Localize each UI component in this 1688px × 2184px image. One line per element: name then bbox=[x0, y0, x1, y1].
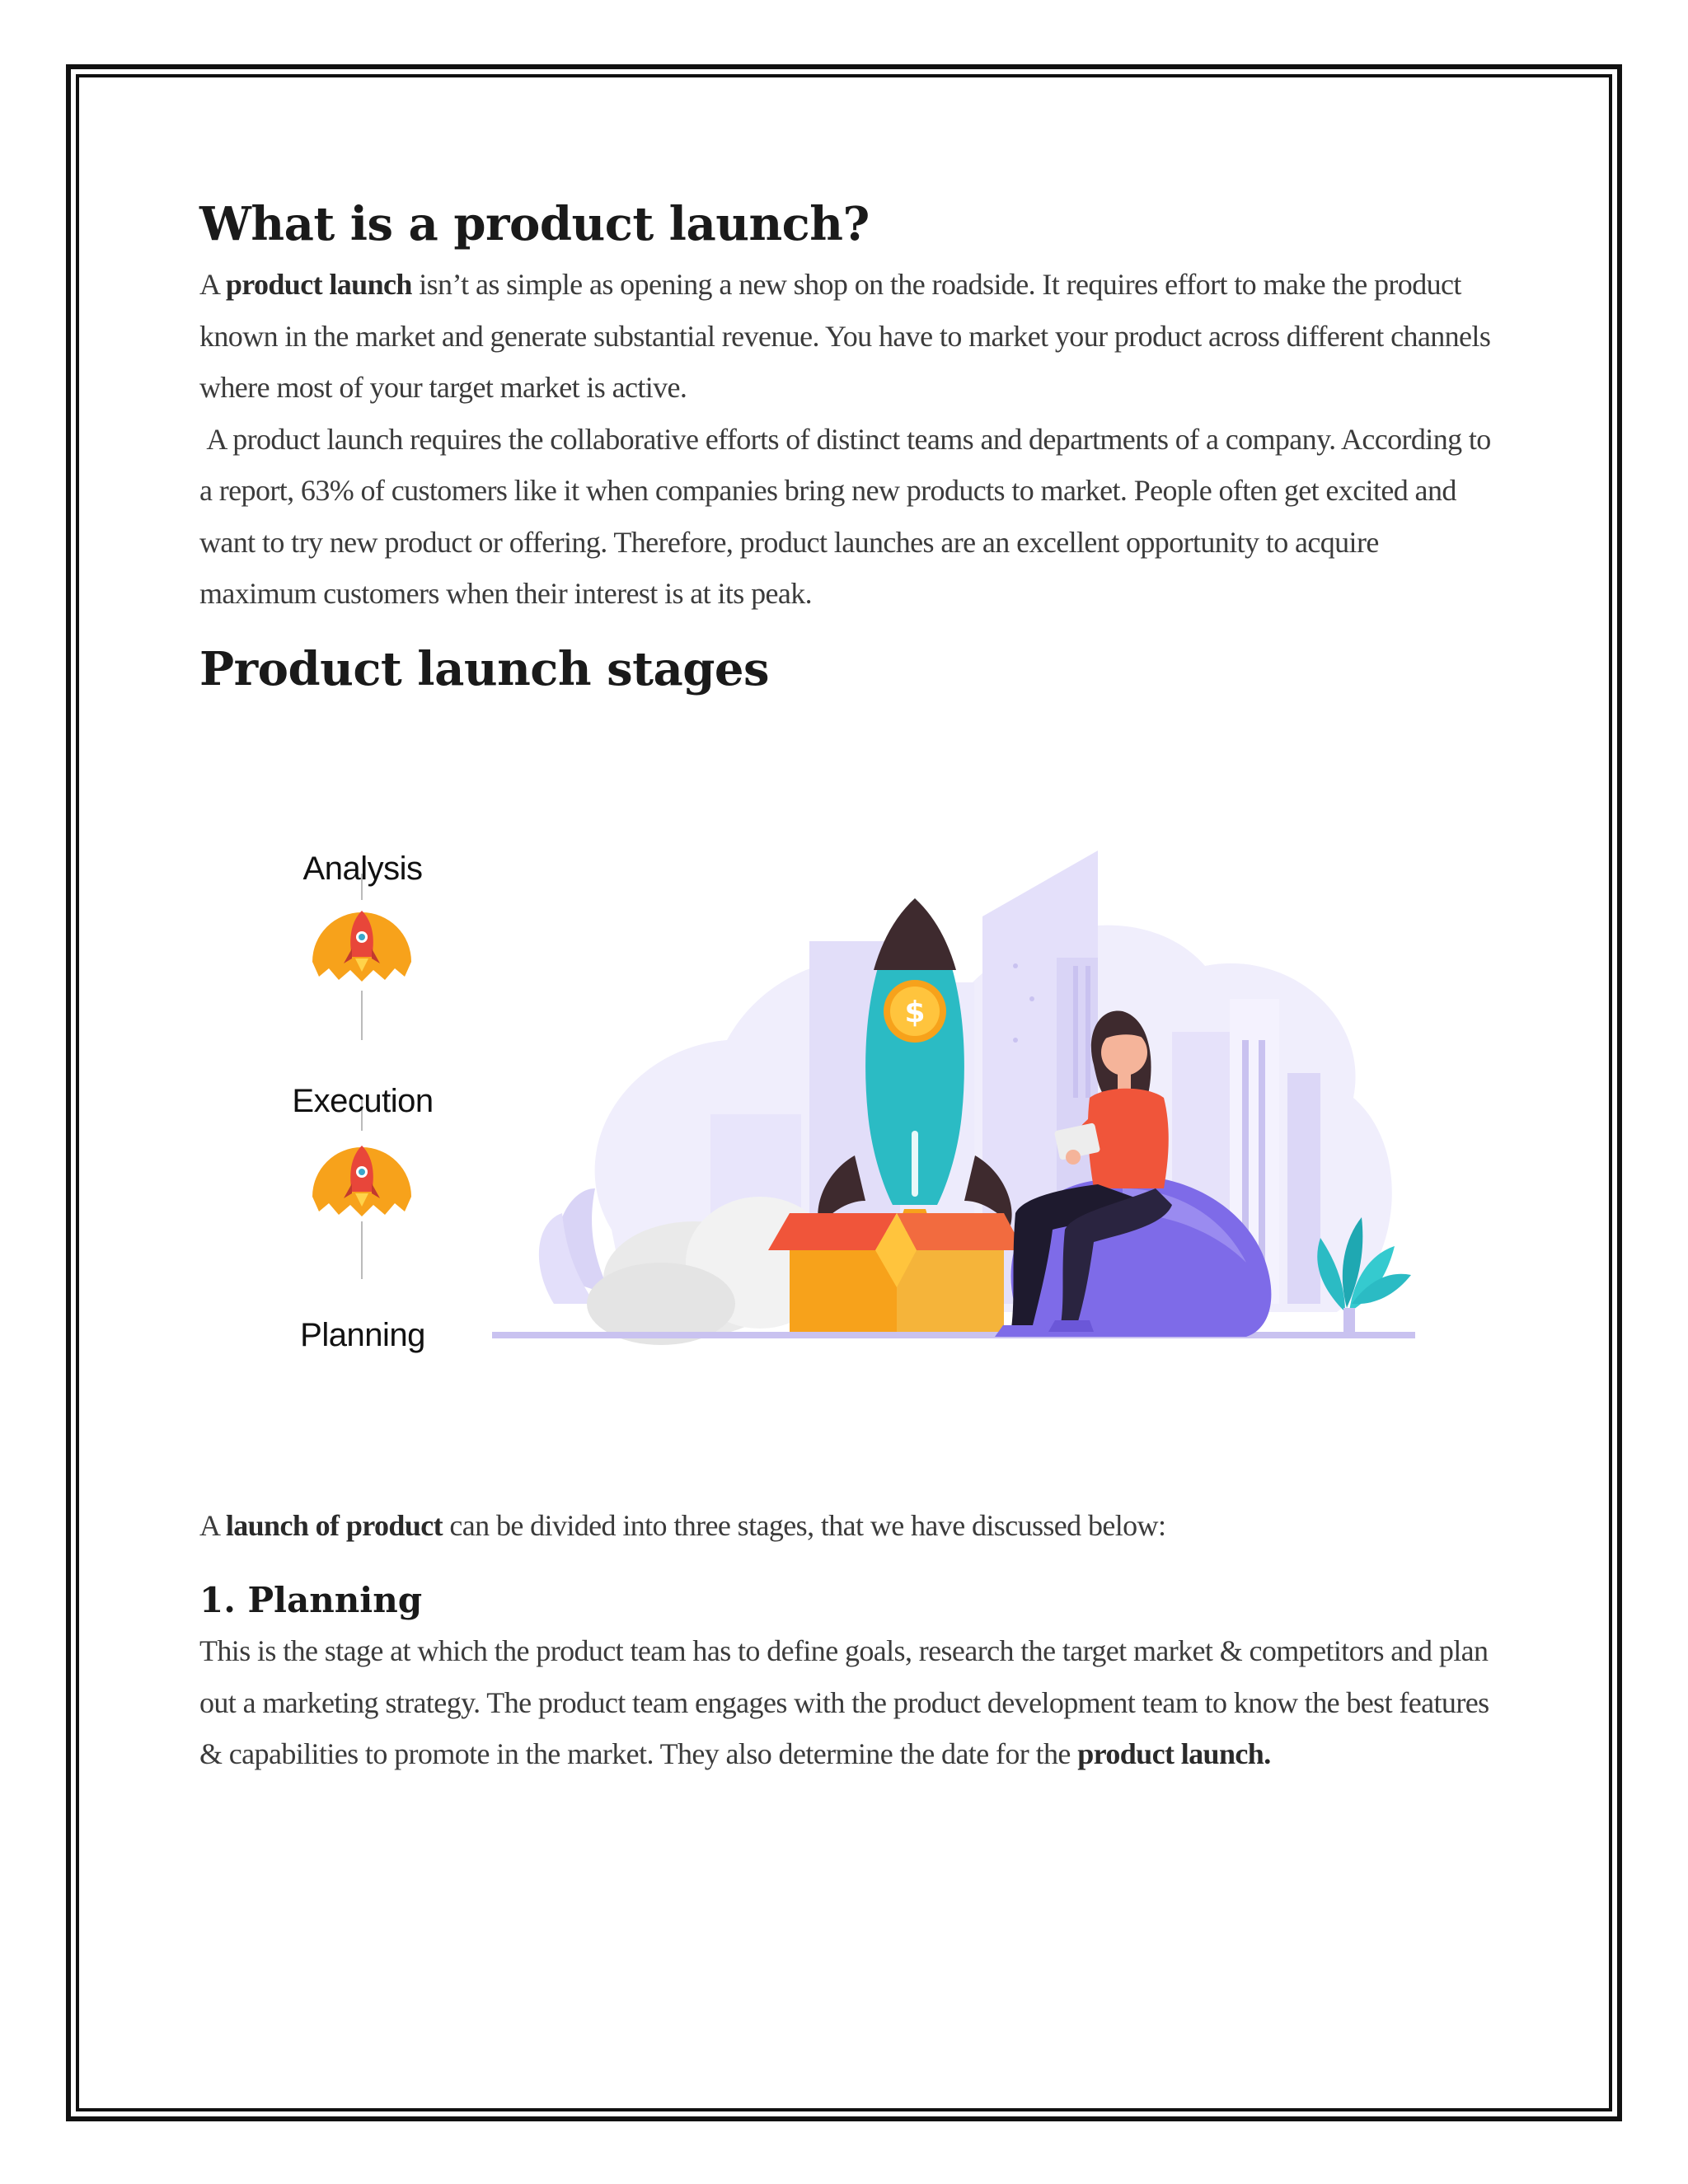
text-run: A bbox=[199, 268, 226, 301]
bold-term: launch of product bbox=[225, 1508, 443, 1542]
stage-label-planning: Planning bbox=[300, 1316, 425, 1353]
heading-planning: 1. Planning bbox=[199, 1580, 423, 1620]
heading-product-launch-stages: Product launch stages bbox=[199, 641, 770, 696]
text-run: can be divided into three stages, that we have discussed below: bbox=[443, 1508, 1166, 1542]
stage-label-execution: Execution bbox=[292, 1082, 434, 1119]
stage-label-analysis: Analysis bbox=[302, 850, 423, 887]
text-run: A bbox=[199, 1508, 226, 1542]
rocket-badge-icon bbox=[312, 911, 411, 982]
launch-stages-illustration bbox=[199, 801, 1485, 1427]
bold-term: product launch. bbox=[1077, 1737, 1271, 1770]
text-run: isn’t as simple as opening a new shop on the roadside. It requires effort to make the product known in the market and generate substantial revenue. You have to market your product across different channels where most of your target market is active. bbox=[199, 268, 1491, 404]
paragraph-three-stages bbox=[199, 1500, 1502, 1552]
document-body bbox=[199, 191, 1502, 1780]
rocket-badge-icon bbox=[312, 1146, 411, 1216]
text-run: This is the stage at which the product team has to define goals, research the target market & competitors and plan out a marketing strategy. The product team engages with the product development team to know the best features & capabilities to promote in the market. They also determine the date for the bbox=[199, 1634, 1489, 1770]
heading-what-is-product-launch: What is a product launch? bbox=[199, 197, 870, 251]
coin-dollar-icon: $ bbox=[904, 995, 926, 1029]
paragraph-intro bbox=[199, 259, 1502, 414]
ground-line bbox=[492, 1332, 1415, 1338]
paragraph-collaboration: A product launch requires the collaborative efforts of distinct teams and departments of a company. According to a report, 63% of customers like it when companies bring new products to market. People often get excited and want to try new product or offering. Therefore, product launches are an excellent opportunity to acquire maximum customers when their interest is at its peak. bbox=[199, 422, 1498, 610]
paragraph-planning bbox=[199, 1625, 1502, 1780]
launch-box bbox=[768, 1213, 1024, 1332]
bold-term: product launch bbox=[225, 268, 412, 301]
